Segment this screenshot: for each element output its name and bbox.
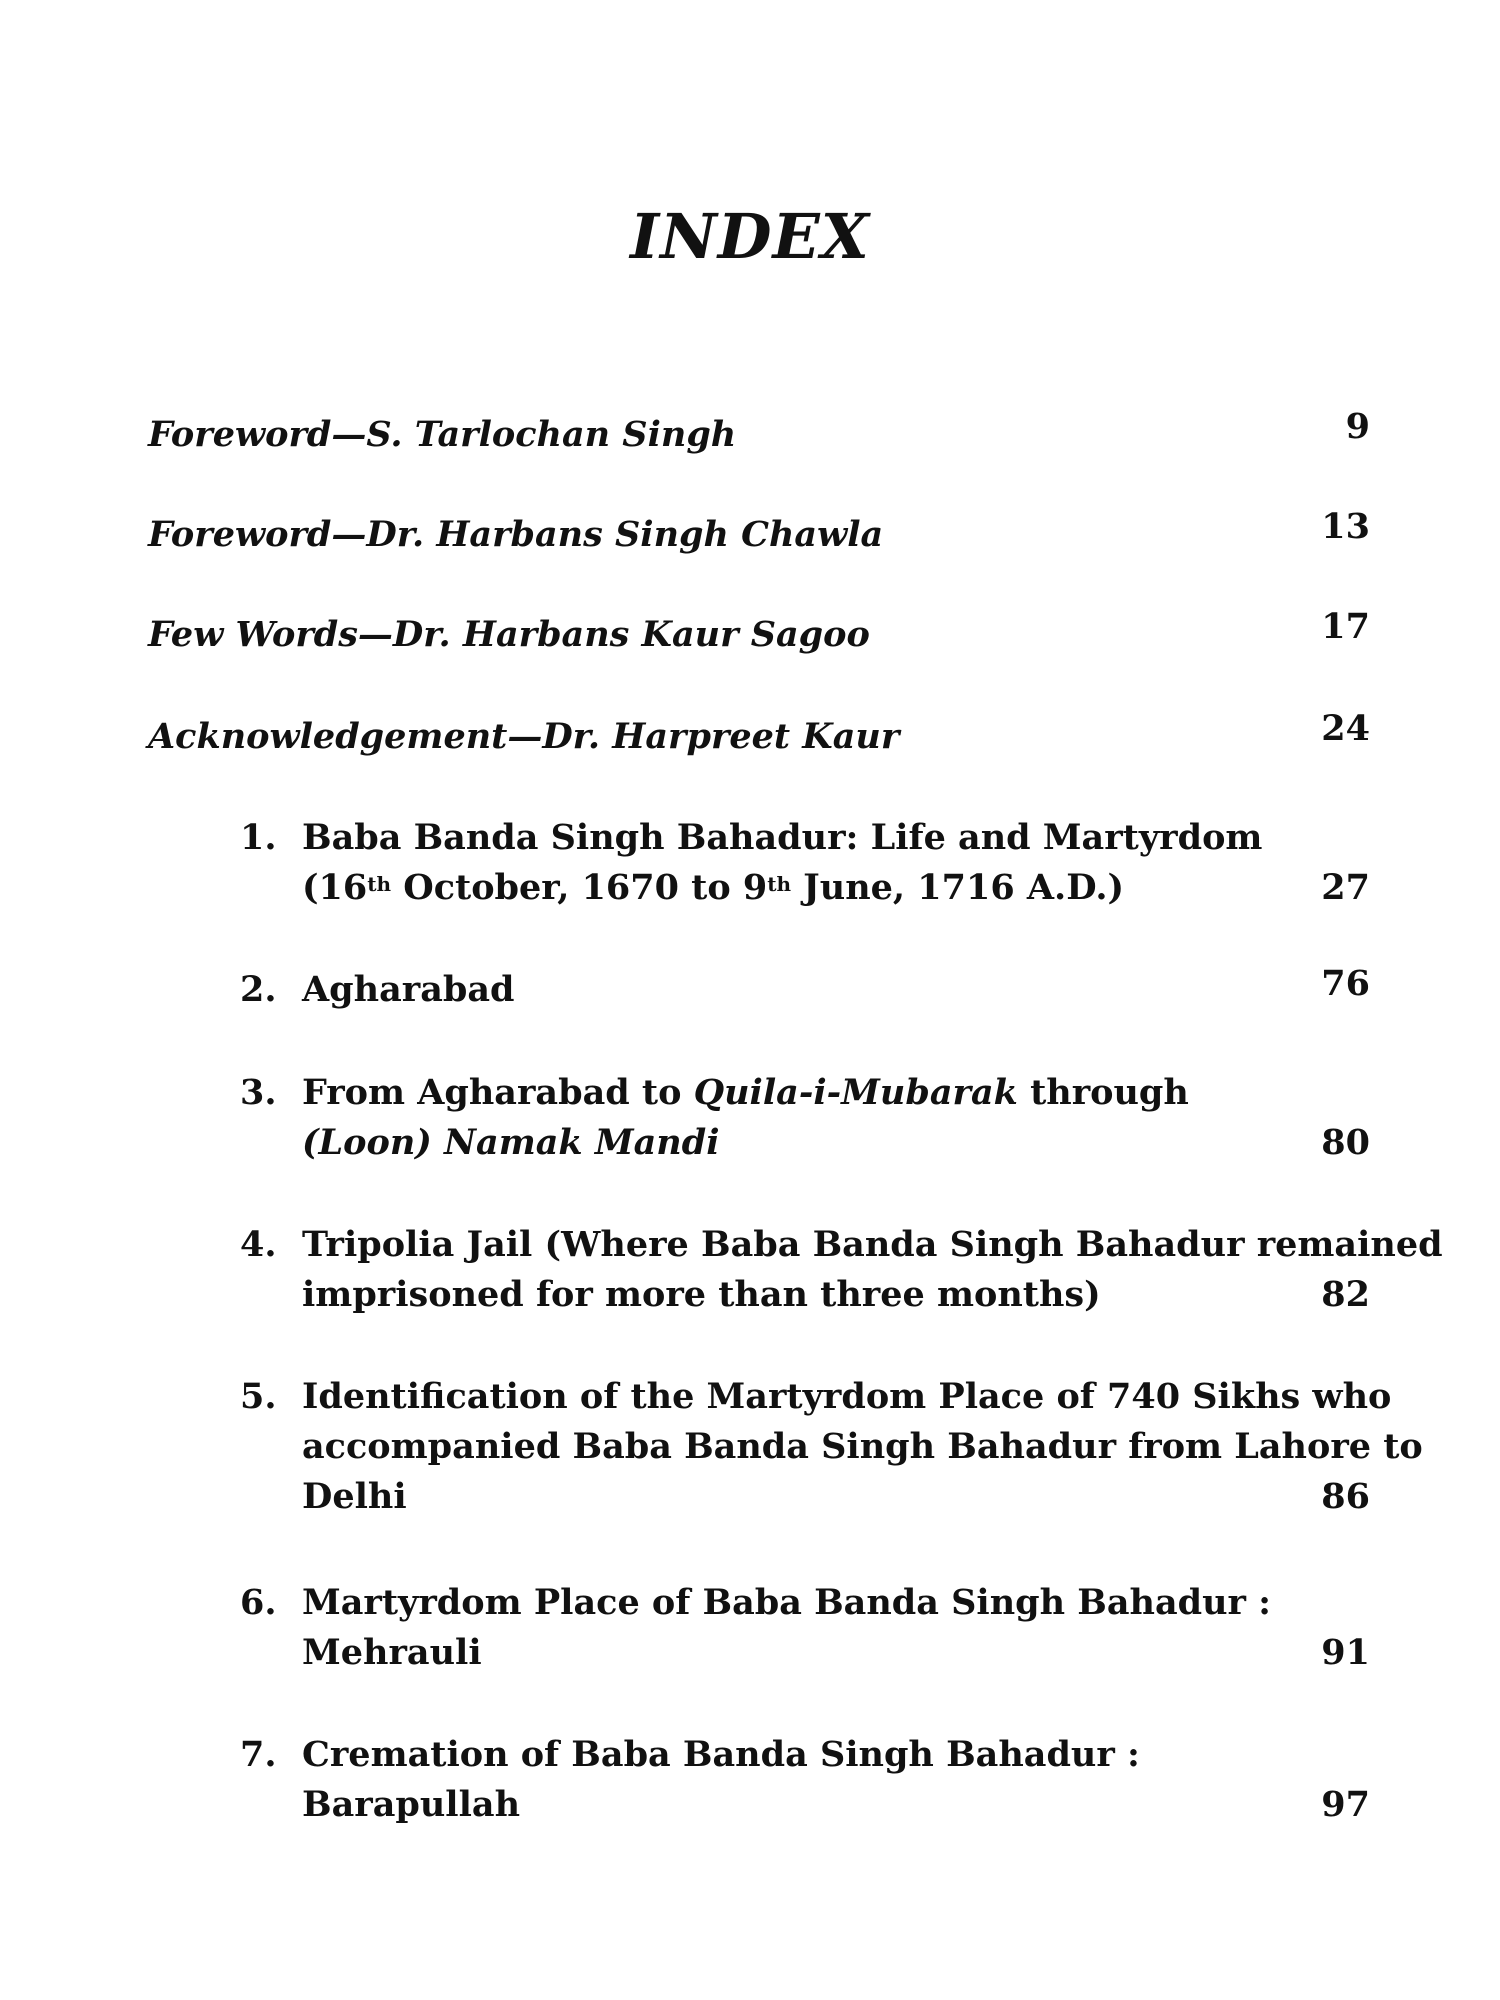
- chapter-title-line-2: [302, 863, 1370, 913]
- toc-page-number: 82: [1321, 1274, 1370, 1315]
- chapter-title-line-3: Delhi: [302, 1476, 407, 1517]
- chapter-number: 1.: [240, 817, 277, 858]
- chapter-title-part: through: [1017, 1072, 1189, 1113]
- chapter-title: [302, 1730, 1300, 1830]
- chapter-title-line-2: (Loon) Namak Mandi: [302, 1122, 720, 1163]
- toc-entry-acknowledgement: [148, 708, 1370, 762]
- chapter-title-part: From Agharabad to: [302, 1072, 694, 1113]
- chapter-title-line-1: Agharabad: [302, 969, 515, 1010]
- chapter-title-line-1: Martyrdom Place of Baba Banda Singh Bahadur :: [302, 1582, 1272, 1623]
- chapter-title-italic: Quila-i-Mubarak: [693, 1072, 1018, 1113]
- toc-chapter-6: [240, 1578, 1370, 1678]
- ordinal-suffix: th: [367, 872, 392, 896]
- chapter-title: [302, 1068, 1300, 1168]
- chapter-title-line-2: imprisoned for more than three months): [302, 1274, 1101, 1315]
- toc-chapter-3: [240, 1068, 1370, 1168]
- toc-page-number: 9: [1345, 406, 1370, 447]
- chapter-title-line-1: Baba Banda Singh Bahadur: Life and Martyrdom: [302, 817, 1263, 858]
- chapter-title-line-2: Barapullah: [302, 1784, 521, 1825]
- toc-entry-label: Acknowledgement—Dr. Harpreet Kaur: [148, 716, 900, 757]
- chapter-title: [302, 965, 1300, 1015]
- toc-page-number: 17: [1321, 606, 1370, 647]
- chapter-number: 2.: [240, 969, 277, 1010]
- chapter-number: 6.: [240, 1582, 277, 1623]
- chapter-title-line-2: accompanied Baba Banda Singh Bahadur from Lahore to: [302, 1426, 1423, 1467]
- chapter-number: 4.: [240, 1224, 277, 1265]
- toc-page-number: 91: [1321, 1632, 1370, 1673]
- toc-entry-label: Few Words—Dr. Harbans Kaur Sagoo: [148, 614, 870, 655]
- chapter-date-middle: October, 1670 to 9: [391, 867, 768, 908]
- chapter-number: 7.: [240, 1734, 277, 1775]
- page-title: INDEX: [630, 200, 870, 273]
- toc-chapter-2: [240, 965, 1370, 1015]
- toc-entry-foreword-tarlochan: [148, 406, 1370, 460]
- chapter-title: [302, 1578, 1300, 1678]
- chapter-title-line-1: Tripolia Jail (Where Baba Banda Singh Bahadur remained: [302, 1224, 1443, 1265]
- chapter-title-line-1: [302, 1068, 1300, 1118]
- toc-page-number: 27: [1321, 867, 1370, 908]
- toc-chapter-5: [240, 1372, 1423, 1522]
- ordinal-suffix: th: [767, 872, 791, 896]
- toc-entry-label: Foreword—Dr. Harbans Singh Chawla: [148, 514, 884, 555]
- chapter-number: 5.: [240, 1376, 277, 1417]
- toc-entry-label: Foreword—S. Tarlochan Singh: [148, 414, 737, 455]
- chapter-title: [302, 1372, 1423, 1522]
- toc-page-number: 13: [1321, 506, 1370, 547]
- chapter-number: 3.: [240, 1072, 277, 1113]
- chapter-title-line-1: Cremation of Baba Banda Singh Bahadur :: [302, 1734, 1140, 1775]
- chapter-date-start: (16: [302, 867, 368, 908]
- toc-page-number: 86: [1321, 1476, 1370, 1517]
- chapter-title: [302, 813, 1370, 913]
- toc-chapter-4: [240, 1220, 1443, 1320]
- chapter-date-end: June, 1716 A.D.): [791, 867, 1125, 908]
- toc-chapter-7: [240, 1730, 1370, 1830]
- toc-chapter-1: [240, 813, 1370, 913]
- toc-page-number: 76: [1321, 963, 1370, 1004]
- toc-entry-few-words: [148, 606, 1370, 660]
- toc-entry-foreword-chawla: [148, 506, 1370, 560]
- toc-page-number: 97: [1321, 1784, 1370, 1825]
- toc-page-number: 24: [1321, 708, 1370, 749]
- chapter-title-line-1: Identification of the Martyrdom Place of 740 Sikhs who: [302, 1376, 1392, 1417]
- toc-page-number: 80: [1321, 1122, 1370, 1163]
- chapter-title: [302, 1220, 1443, 1320]
- chapter-title-line-2: Mehrauli: [302, 1632, 482, 1673]
